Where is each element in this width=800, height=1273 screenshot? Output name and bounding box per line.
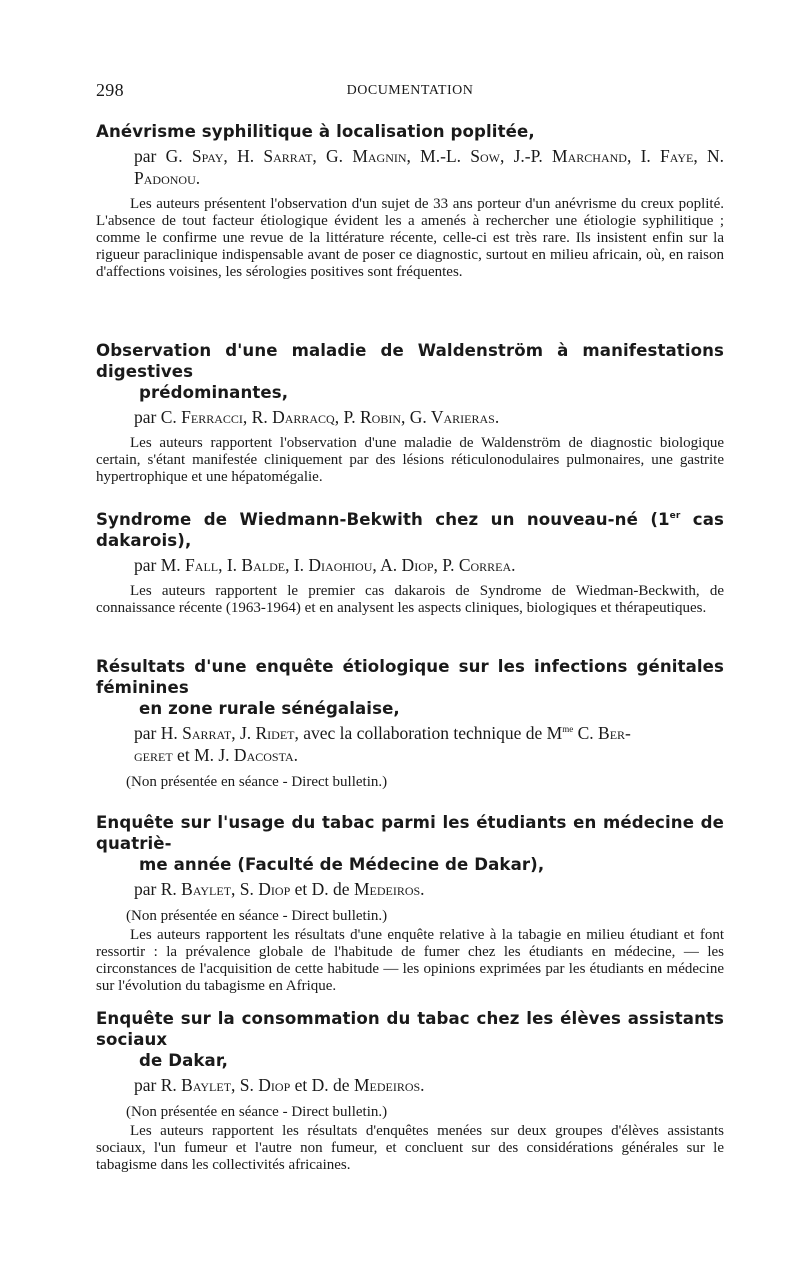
authors-names: H. Sarrat, J. Ridet xyxy=(160,723,295,743)
article-authors xyxy=(96,406,724,428)
authors-prefix: par xyxy=(134,555,157,575)
title-line-1: Observation d'une maladie de Waldenström à manifestations digestives xyxy=(96,341,724,381)
authors-text: et D. de xyxy=(290,879,354,899)
title-text-end: cas dakarois), xyxy=(96,510,725,550)
article-abstract: Les auteurs rapportent l'observation d'une maladie de Waldenström de diagnostic biologique certain, s'étant manifestée cliniquement par des lésions réticulonodulaires pulmonaires, une gastrite hypertrophique et une hépatomégalie. xyxy=(96,435,724,485)
authors-names: geret xyxy=(134,745,173,765)
authors-text: et xyxy=(172,745,195,765)
article-authors xyxy=(96,1074,724,1096)
authors-prefix: par xyxy=(134,407,157,427)
page-number: 298 xyxy=(96,80,124,100)
authors-names: M. J. Dacosta. xyxy=(194,745,298,765)
article-abstract: Les auteurs rapportent le premier cas dakarois de Syndrome de Wiedman-Beckwith, de connaissance récente (1963-1964) et en analysent les aspects cliniques, biologiques et thérapeutiques. xyxy=(96,583,724,616)
authors-prefix: par xyxy=(134,146,157,166)
running-head: DOCUMENTATION xyxy=(346,83,474,98)
article-6 xyxy=(96,1008,724,1174)
authors-names: Medeiros. xyxy=(353,1075,425,1095)
authors-names: C. Ber- xyxy=(573,723,631,743)
authors-names: M. Fall, I. Balde, I. Diaohiou, A. Diop, P. Correa. xyxy=(160,555,516,575)
article-note: (Non présentée en séance - Direct bulletin.) xyxy=(126,1104,388,1120)
authors-names: R. Baylet, S. Diop xyxy=(160,1075,291,1095)
authors-text: , avec la collaboration technique de M xyxy=(294,723,563,743)
title-line-1: Résultats d'une enquête étiologique sur les infections génitales féminines xyxy=(96,657,724,697)
article-5 xyxy=(96,812,724,995)
article-title xyxy=(96,509,724,551)
authors-prefix: par xyxy=(134,1075,157,1095)
title-line-2: de Dakar, xyxy=(139,1051,229,1070)
article-abstract: Les auteurs présentent l'observation d'un sujet de 33 ans porteur d'un anévrisme du creux poplité. L'absence de tout facteur étiologique évident les a amenés à rechercher une étiologie syphilitique ; comme le confirme une revue de la littérature récente, celle-ci est très rare. Ils insistent enfin sur la rigueur paraclinique indispensable avant de poser ce diagnostic, surtout en milieu africain, où, en raison d'affections voisines, les sérologies positives sont fréquentes. xyxy=(96,196,724,280)
article-authors xyxy=(96,722,724,766)
authors-prefix: par xyxy=(134,723,157,743)
authors-superscript: me xyxy=(562,724,574,734)
article-1 xyxy=(96,121,724,281)
article-3 xyxy=(96,509,724,617)
title-line-1: Enquête sur l'usage du tabac parmi les étudiants en médecine de quatriè- xyxy=(96,813,724,853)
article-4 xyxy=(96,656,724,791)
title-line-1: Enquête sur la consommation du tabac chez les élèves assistants sociaux xyxy=(96,1009,724,1049)
article-authors xyxy=(96,878,724,900)
article-title xyxy=(96,656,724,719)
title-line-2: me année (Faculté de Médecine de Dakar), xyxy=(139,855,545,874)
article-title xyxy=(96,340,724,403)
title-superscript: er xyxy=(669,511,681,521)
article-2 xyxy=(96,340,724,486)
authors-text: et D. de xyxy=(290,1075,354,1095)
authors-names: R. Baylet, S. Diop xyxy=(160,879,291,899)
article-authors xyxy=(96,145,724,189)
title-line-2: prédominantes, xyxy=(139,383,289,402)
article-note: (Non présentée en séance - Direct bulletin.) xyxy=(126,774,388,790)
authors-names: C. Ferracci, R. Darracq, P. Robin, G. Varieras. xyxy=(160,407,500,427)
article-note: (Non présentée en séance - Direct bulletin.) xyxy=(126,908,388,924)
title-line-2: en zone rurale sénégalaise, xyxy=(139,699,400,718)
article-title xyxy=(96,812,724,875)
article-title xyxy=(96,1008,724,1071)
authors-names: G. Spay, H. Sarrat, G. Magnin, M.-L. Sow, J.-P. Marchand, I. Faye, N. Padonou. xyxy=(134,146,724,188)
article-title: Anévrisme syphilitique à localisation poplitée, xyxy=(96,122,535,141)
authors-names: Medeiros. xyxy=(353,879,425,899)
title-text: Syndrome de Wiedmann-Bekwith chez un nouveau-né (1 xyxy=(96,510,670,529)
authors-prefix: par xyxy=(134,879,157,899)
article-abstract: Les auteurs rapportent les résultats d'une enquête relative à la tabagie en milieu étudiant et font ressortir : la prévalence globale de l'habitude de fumer chez les étudiants en médecine, — les circonstances de l'acquisition de cette habitude — les opinions exprimées par les étudiants en médecine sur l'évolution du tabagisme en Afrique. xyxy=(96,927,724,994)
article-authors xyxy=(96,554,724,576)
article-abstract: Les auteurs rapportent les résultats d'enquêtes menées sur deux groupes d'élèves assistants sociaux, l'un fumeur et l'autre non fumeur, et concluent sur des considérations générales sur le tabagisme dans les collectivités africaines. xyxy=(96,1123,724,1173)
